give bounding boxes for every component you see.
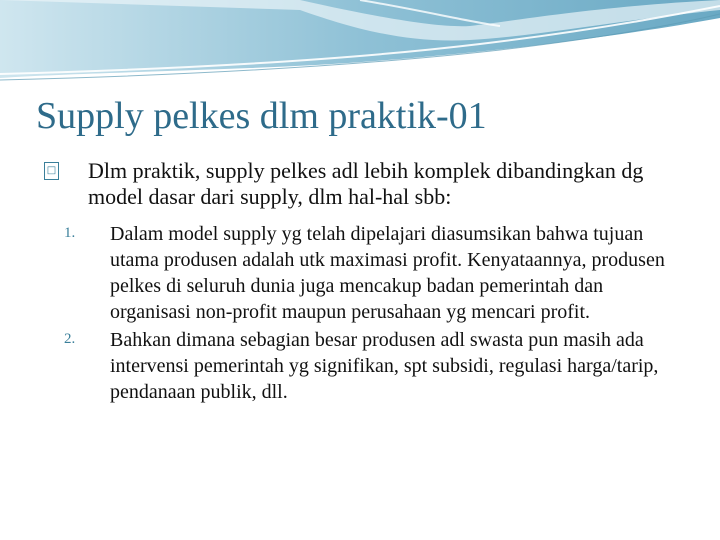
slide-body — [44, 158, 684, 407]
list-item-number: 2. — [64, 330, 76, 347]
slide-title: Supply pelkes dlm praktik-01 — [36, 95, 487, 137]
list-item — [44, 327, 684, 405]
bullet-item — [44, 158, 684, 211]
square-bullet-icon: □ — [44, 162, 59, 180]
list-item-text: Dalam model supply yg telah dipelajari diasumsikan bahwa tujuan utama produsen adalah utk maximasi profit. Kenyataannya, produsen pelkes di seluruh dunia juga mencakup badan pemerintah dan organisasi non-profit maupun perusahaan yg mencari profit. — [110, 222, 665, 323]
list-item-number: 1. — [64, 224, 76, 241]
header-wave-decoration — [0, 0, 720, 90]
numbered-list — [44, 221, 684, 405]
bullet-text: Dlm praktik, supply pelkes adl lebih komplek dibandingkan dg model dasar dari supply, dlm hal-hal sbb: — [88, 158, 644, 210]
list-item-text: Bahkan dimana sebagian besar produsen adl swasta pun masih ada intervensi pemerintah yg signifikan, spt subsidi, regulasi harga/tarip, pendanaan publik, dll. — [110, 328, 659, 403]
list-item — [44, 221, 684, 325]
